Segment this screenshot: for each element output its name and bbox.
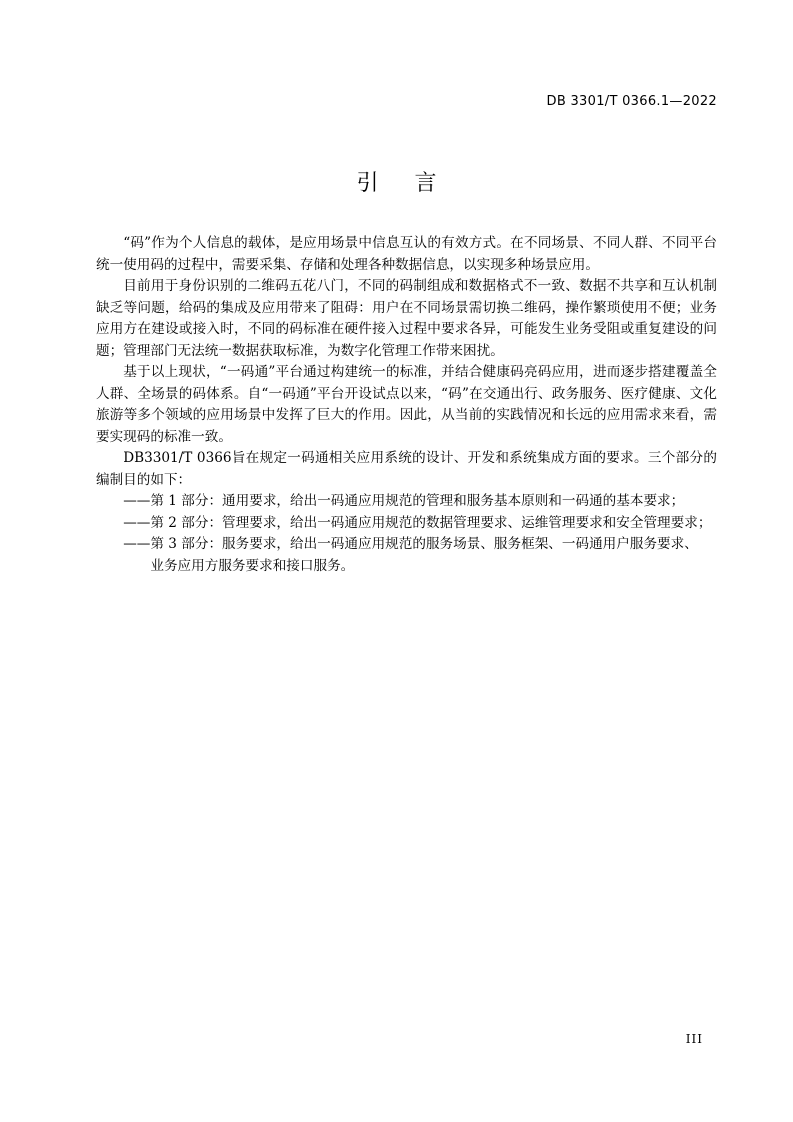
list-item-text: ——第 1 部分：通用要求，给出一码通应用规范的管理和服务基本原则和一码通的基本要求； <box>123 493 685 509</box>
introduction-body <box>96 233 717 577</box>
page-title: 引言 <box>356 171 473 196</box>
list-item-text: ——第 2 部分：管理要求，给出一码通应用规范的数据管理要求、运维管理要求和安全管理要求； <box>123 514 712 531</box>
page-number: III <box>685 1032 703 1046</box>
list-item-text: ——第 3 部分：服务要求，给出一码通应用规范的服务场景、服务框架、一码通用户服务要求、 <box>123 536 698 552</box>
list-item-part-2 <box>96 513 717 535</box>
paragraph: 基于以上现状，“一码通”平台通过构建统一的标准，并结合健康码亮码应用，进而逐步搭建覆盖全人群、全场景的码体系。自“一码通”平台开设试点以来，“码”在交通出行、政务服务、医疗健康、文化旅游等多个领域的应用场景中发挥了巨大的作用。因此，从当前的实践情况和长远的应用需求来看，需要实现码的标准一致。 <box>96 364 717 445</box>
paragraph: 目前用于身份识别的二维码五花八门，不同的码制组成和数据格式不一致、数据不共享和互认机制缺乏等问题，给码的集成及应用带来了阻碍：用户在不同场景需切换二维码，操作繁琐使用不便；业务应用方在建设或接入时，不同的码标准在硬件接入过程中要求各异，可能发生业务受阻或重复建设的问题；管理部门无法统一数据获取标准，为数字化管理工作带来困扰。 <box>96 278 717 359</box>
list-item-part-3 <box>96 534 717 577</box>
list-item-part-1 <box>96 491 717 513</box>
document-code: DB 3301/T 0366.1—2022 <box>546 94 717 109</box>
paragraph: “码”作为个人信息的载体，是应用场景中信息互认的有效方式。在不同场景、不同人群、不同平台统一使用码的过程中，需要采集、存储和处理各种数据信息，以实现多种场景应用。 <box>96 235 717 273</box>
list-item-continuation: 业务应用方服务要求和接口服务。 <box>150 557 355 574</box>
paragraph: DB3301/T 0366旨在规定一码通相关应用系统的设计、开发和系统集成方面的要求。三个部分的编制目的如下： <box>96 450 717 488</box>
